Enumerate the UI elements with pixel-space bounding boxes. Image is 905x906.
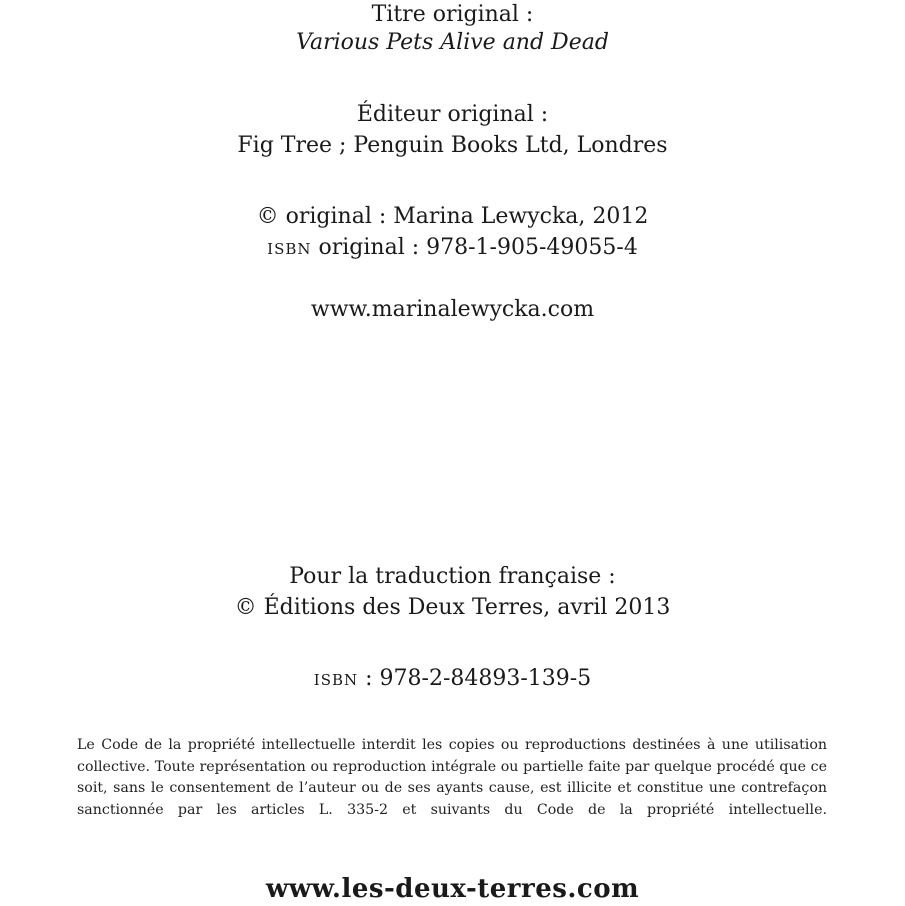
original-isbn-prefix: isbn <box>267 235 312 260</box>
original-isbn-value: original : 978-1-905-49055-4 <box>318 235 638 260</box>
translation-isbn-prefix: isbn <box>313 666 359 691</box>
publisher-website: www.les-deux-terres.com <box>265 874 640 904</box>
original-isbn <box>0 233 905 263</box>
original-title-value: Various Pets Alive and Dead <box>296 30 609 55</box>
translation-label: Pour la traduction française : <box>289 564 616 589</box>
author-website: www.marinalewycka.com <box>310 297 595 322</box>
original-publisher-value: Fig Tree ; Penguin Books Ltd, Londres <box>237 133 668 158</box>
original-title-label: Titre original : <box>371 2 534 27</box>
translation-isbn <box>0 664 905 694</box>
original-publisher-label: Éditeur original : <box>356 102 549 127</box>
translation-isbn-value: : 978-2-84893-139-5 <box>365 666 592 691</box>
legal-notice: Le Code de la propriété intellectuelle interdit les copies ou reproductions destinées à une utilisation collective. Toute représentation ou reproduction intégrale ou partielle faite par quelque procédé que ce soit, sans le consentement de l’auteur ou de ses ayants cause, est illicite et constitue une contrefaçon sanctionnée par les articles L. 335-2 et suivants du Code de la propriété intellectuelle. <box>77 737 827 818</box>
translation-copyright: © Éditions des Deux Terres, avril 2013 <box>234 595 671 620</box>
original-copyright: © original : Marina Lewycka, 2012 <box>256 204 649 229</box>
